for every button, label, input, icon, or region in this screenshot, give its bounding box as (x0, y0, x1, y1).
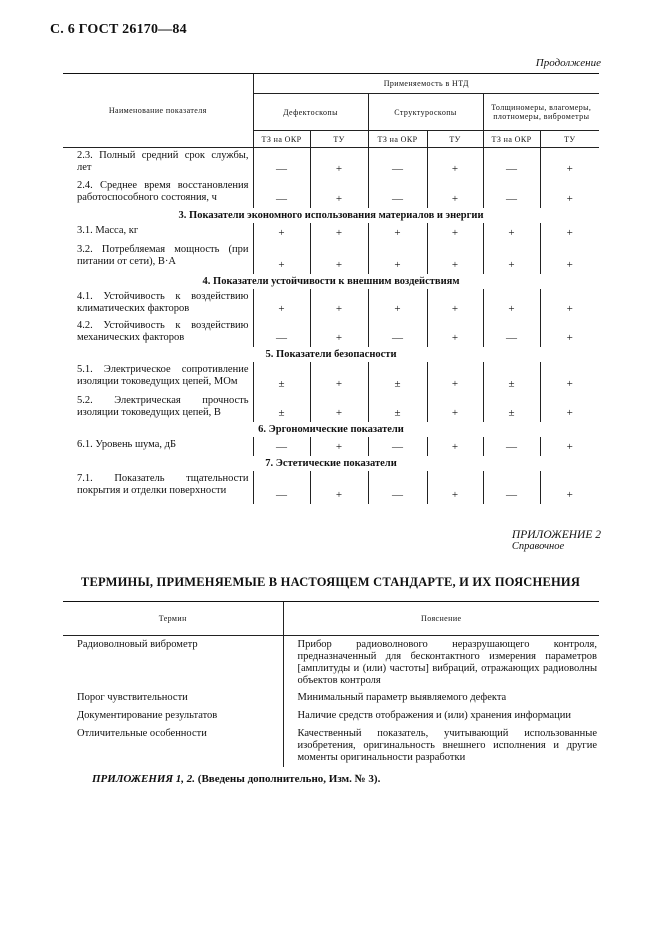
applicability-mark: + (427, 289, 483, 318)
applicability-mark: + (427, 471, 483, 504)
subheader: ТУ (310, 131, 368, 148)
subheader: ТУ (427, 131, 483, 148)
subheader: ТЗ на ОКР (483, 131, 540, 148)
indicator-name: 5.2. Электрическая прочность изоляции токоведущих цепей, В (77, 394, 249, 418)
applicability-mark: + (483, 223, 540, 242)
applicability-mark: — (368, 148, 427, 178)
applicability-mark: + (427, 148, 483, 178)
applicability-mark: + (310, 148, 368, 178)
applicability-mark: + (540, 148, 599, 178)
section-heading: 6. Эргономические показатели (258, 423, 404, 435)
applicability-mark: + (540, 362, 599, 393)
applicability-mark: — (368, 471, 427, 504)
col-header-name: Наименование показателя (63, 74, 253, 148)
page-header: С. 6 ГОСТ 26170—84 (50, 22, 187, 37)
applicability-mark: — (368, 318, 427, 347)
col-header-explanation: Пояснение (283, 602, 599, 636)
section-heading: 3. Показатели экономного использования материалов и энергии (178, 209, 484, 221)
appendix-2-title: ПРИЛОЖЕНИЕ 2 (511, 529, 601, 541)
applicability-mark: — (253, 471, 310, 504)
table-row (63, 707, 599, 725)
footnote-text: (Введены дополнительно, Изм. № 3). (197, 773, 381, 785)
applicability-mark: + (427, 318, 483, 347)
indicator-name: 3.2. Потребляемая мощность (при питании от сети), В·А (77, 243, 249, 267)
applicability-mark: ± (253, 393, 310, 422)
applicability-mark: + (310, 242, 368, 274)
term-explanation: Качественный показатель, учитывающий использованные изобретения, оригинальность внешнего исполнения и другие моменты оригинальности разработки (283, 725, 599, 767)
applicability-mark: + (310, 362, 368, 393)
applicability-mark: + (427, 393, 483, 422)
applicability-mark: + (310, 393, 368, 422)
applicability-mark: ± (253, 362, 310, 393)
table-row (63, 689, 599, 707)
section-heading: 5. Показатели безопасности (265, 348, 397, 360)
applicability-mark: + (253, 223, 310, 242)
applicability-mark: — (483, 148, 540, 178)
term: Документирование результатов (77, 710, 218, 722)
applicability-mark: + (310, 437, 368, 456)
term-explanation: Прибор радиоволнового неразрушающего контроля, предназначенный для бесконтактного измерения параметров [амплитуды и (или) частоты] вибраций, отражающих радиоволны объектов контроля (283, 636, 599, 690)
applicability-mark: — (368, 178, 427, 208)
term-explanation: Наличие средств отображения и (или) хранения информации (283, 707, 599, 725)
continuation-label: Продолжение (535, 57, 601, 69)
group-header: Толщиномеры, влагомеры, плотномеры, виброметры (483, 94, 599, 131)
footnote (92, 773, 380, 785)
applicability-mark: + (310, 223, 368, 242)
applicability-mark: + (483, 289, 540, 318)
applicability-mark: + (310, 471, 368, 504)
applicability-mark: + (427, 178, 483, 208)
group-header: Структуроскопы (368, 94, 483, 131)
term: Радиоволновый виброметр (77, 639, 198, 650)
applicability-mark: — (483, 178, 540, 208)
term-explanation: Минимальный параметр выявляемого дефекта (283, 689, 599, 707)
indicator-name: 4.1. Устойчивость к воздействию климатических факторов (77, 290, 249, 314)
indicator-name: 2.3. Полный средний срок службы, лет (77, 150, 249, 174)
applicability-mark: + (368, 242, 427, 274)
indicator-name: 5.1. Электрическое сопротивление изоляции токоведущих цепей, МОм (77, 363, 249, 387)
appendix-2-subtitle: Справочное (511, 541, 565, 552)
applicability-mark: — (483, 437, 540, 456)
table-row (63, 725, 599, 767)
applicability-mark: + (540, 289, 599, 318)
subheader: ТУ (540, 131, 599, 148)
indicator-name: 4.2. Устойчивость к воздействию механических факторов (77, 319, 249, 343)
applicability-mark: + (427, 242, 483, 274)
applicability-mark: — (483, 318, 540, 347)
applicability-mark: + (253, 242, 310, 274)
applicability-mark: + (540, 242, 599, 274)
indicator-name: 7.1. Показатель тщательности покрытия и отделки поверхности (77, 472, 249, 496)
applicability-mark: — (253, 148, 310, 178)
applicability-mark: + (368, 223, 427, 242)
applicability-mark: + (540, 393, 599, 422)
subheader: ТЗ на ОКР (253, 131, 310, 148)
applicability-mark: + (310, 318, 368, 347)
term: Отличительные особенности (77, 728, 207, 740)
applicability-table (63, 73, 599, 504)
applicability-mark: + (310, 178, 368, 208)
applicability-mark: ± (368, 362, 427, 393)
applicability-mark: + (540, 178, 599, 208)
subheader: ТЗ на ОКР (368, 131, 427, 148)
applicability-mark: — (483, 471, 540, 504)
term: Порог чувствительности (77, 692, 188, 704)
footnote-appendices: ПРИЛОЖЕНИЯ 1, 2. (92, 773, 196, 785)
indicator-name: 6.1. Уровень шума, дБ (77, 438, 177, 450)
applicability-mark: + (427, 223, 483, 242)
section-heading: 7. Эстетические показатели (265, 457, 397, 469)
applicability-mark: + (310, 289, 368, 318)
applicability-mark: + (540, 223, 599, 242)
appendix-2-label (512, 529, 601, 552)
applicability-mark: + (540, 471, 599, 504)
applicability-mark: ± (483, 393, 540, 422)
applicability-mark: + (427, 437, 483, 456)
applicability-mark: + (483, 242, 540, 274)
col-header-term: Термин (63, 602, 283, 636)
applicability-mark: + (253, 289, 310, 318)
applicability-mark: ± (368, 393, 427, 422)
applicability-mark: ± (483, 362, 540, 393)
table-row (63, 636, 599, 690)
applicability-mark: — (253, 437, 310, 456)
applicability-mark: — (253, 178, 310, 208)
applicability-mark: + (540, 318, 599, 347)
terms-title: ТЕРМИНЫ, ПРИМЕНЯЕМЫЕ В НАСТОЯЩЕМ СТАНДАРТЕ, И ИХ ПОЯСНЕНИЯ (80, 575, 581, 589)
applicability-mark: — (253, 318, 310, 347)
applicability-mark: + (427, 362, 483, 393)
indicator-name: 3.1. Масса, кг (77, 224, 139, 236)
indicator-name: 2.4. Среднее время восстановления работоспособного состояния, ч (77, 179, 249, 203)
group-header: Дефектоскопы (253, 94, 368, 131)
applicability-mark: — (368, 437, 427, 456)
applicability-mark: + (540, 437, 599, 456)
section-heading: 4. Показатели устойчивости к внешним воздействиям (202, 275, 460, 287)
applicability-mark: + (368, 289, 427, 318)
col-header-applicability: Применяемость в НТД (253, 74, 599, 94)
terms-table (63, 601, 599, 767)
